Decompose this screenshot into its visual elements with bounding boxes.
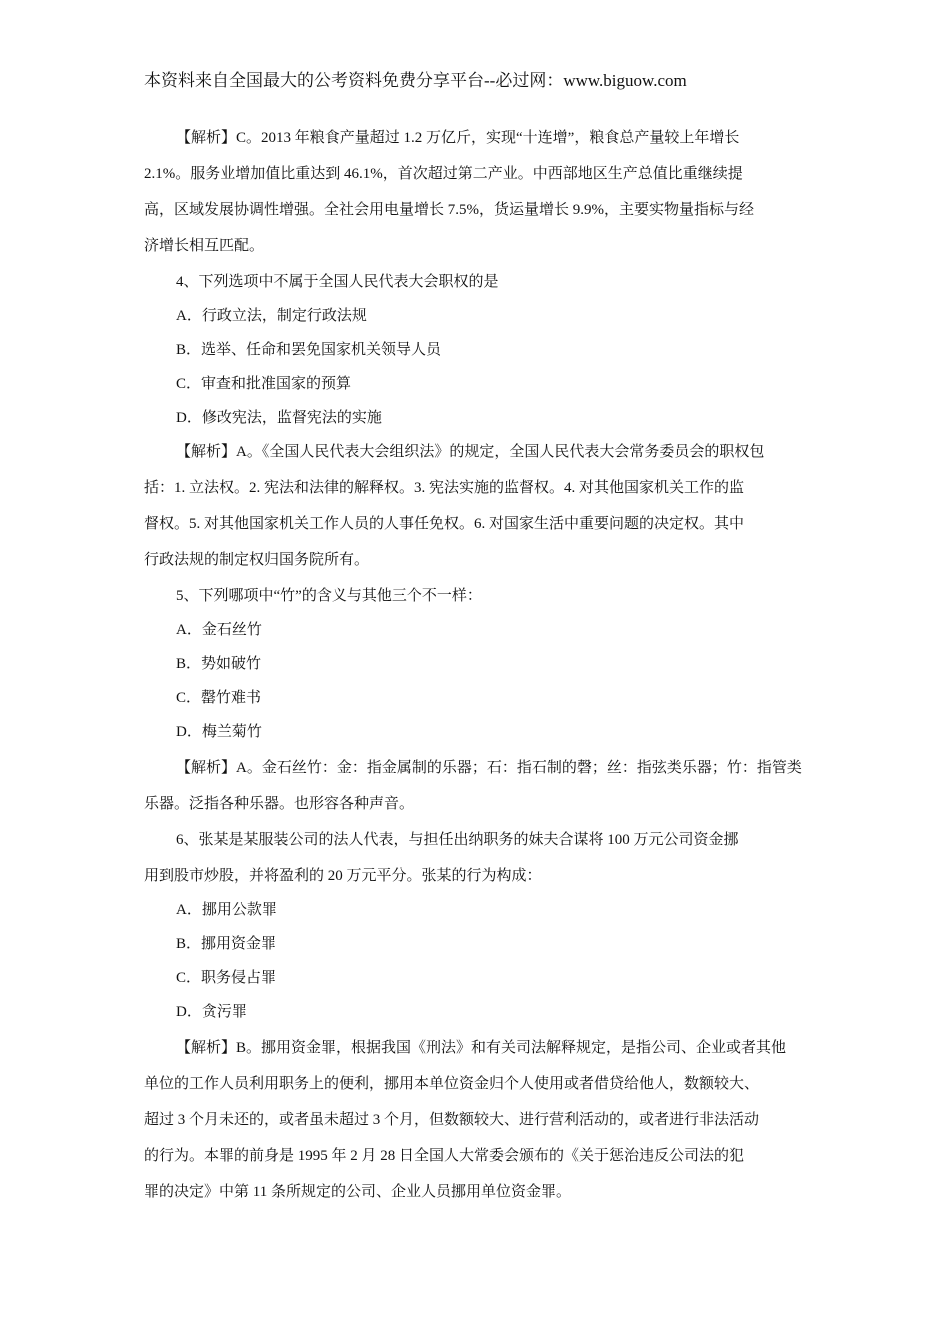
text-line: 2.1%。服务业增加值比重达到 46.1%，首次超过第二产业。中西部地区生产总值比重继续提 <box>144 166 743 182</box>
option-d: D．修改宪法，监督宪法的实施 <box>176 410 382 426</box>
option-b: B．势如破竹 <box>176 656 262 672</box>
text-line: 督权。5. 对其他国家机关工作人员的人事任免权。6. 对国家生活中重要问题的决定权。其中 <box>144 516 745 532</box>
text-line: 【解析】C。2013 年粮食产量超过 1.2 万亿斤，实现“十连增”，粮食总产量较上年增长 <box>176 130 740 146</box>
question-5: 5、下列哪项中“竹”的含义与其他三个不一样： <box>176 588 482 604</box>
text-line: 括：1. 立法权。2. 宪法和法律的解释权。3. 宪法实施的监督权。4. 对其他国家机关工作的监 <box>144 480 745 496</box>
text-line: 超过 3 个月未还的，或者虽未超过 3 个月，但数额较大、进行营利活动的，或者进行非法活动 <box>144 1112 760 1128</box>
text-line: 的行为。本罪的前身是 1995 年 2 月 28 日全国人大常委会颁布的《关于惩治违反公司法的犯 <box>144 1148 745 1164</box>
option-c: C．审查和批准国家的预算 <box>176 376 352 392</box>
text-line: 乐器。泛指各种乐器。也形容各种声音。 <box>144 796 415 812</box>
option-d: D．梅兰菊竹 <box>176 724 262 740</box>
text-line: 行政法规的制定权归国务院所有。 <box>144 552 370 568</box>
option-c: C．职务侵占罪 <box>176 970 277 986</box>
question-6: 6、张某是某服装公司的法人代表，与担任出纳职务的妹夫合谋将 100 万元公司资金挪 <box>176 832 739 848</box>
text-line: 罪的决定》中第 11 条所规定的公司、企业人员挪用单位资金罪。 <box>144 1184 571 1200</box>
text-line: 用到股市炒股，并将盈利的 20 万元平分。张某的行为构成： <box>144 868 542 884</box>
option-a: A．行政立法，制定行政法规 <box>176 308 367 324</box>
text-line: 【解析】A。金石丝竹：金：指金属制的乐器；石：指石制的磬；丝：指弦类乐器；竹：指管类 <box>176 760 802 776</box>
text-line: 济增长相互匹配。 <box>144 238 265 254</box>
text-line: 单位的工作人员利用职务上的便利，挪用本单位资金归个人使用或者借贷给他人，数额较大、 <box>144 1076 760 1092</box>
page-header: 本资料来自全国最大的公考资料免费分享平台--必过网：www.biguow.com <box>144 71 687 90</box>
option-a: A．挪用公款罪 <box>176 902 277 918</box>
question-4: 4、下列选项中不属于全国人民代表大会职权的是 <box>176 274 499 290</box>
option-a: A．金石丝竹 <box>176 622 262 638</box>
option-d: D．贪污罪 <box>176 1004 247 1020</box>
option-b: B．选举、任命和罢免国家机关领导人员 <box>176 342 442 358</box>
option-b: B．挪用资金罪 <box>176 936 277 952</box>
text-line: 【解析】A。《全国人民代表大会组织法》的规定，全国人民代表大会常务委员会的职权包 <box>176 444 765 460</box>
text-line: 【解析】B。挪用资金罪，根据我国《刑法》和有关司法解释规定，是指公司、企业或者其他 <box>176 1040 787 1056</box>
text-line: 高，区域发展协调性增强。全社会用电量增长 7.5%，货运量增长 9.9%，主要实物量指标与经 <box>144 202 754 218</box>
option-c: C．罄竹难书 <box>176 690 262 706</box>
